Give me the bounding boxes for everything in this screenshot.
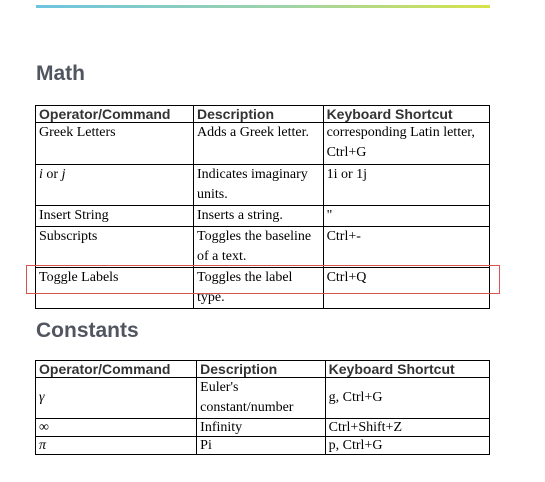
constants-shortcuts-table [35,360,490,455]
operator-cell [36,378,197,419]
table-row [36,206,490,227]
table-row [36,378,490,419]
description-cell: Indicates imaginary units. [194,165,324,206]
table-row [36,227,490,268]
constants-heading: Constants [36,319,139,342]
operator-cell: Toggle Labels [36,268,194,309]
column-header-description: Description [197,361,326,378]
operator-cell: Insert String [36,206,194,227]
description-cell: Pi [197,437,326,455]
description-cell: Toggles the baseline of a text. [194,227,324,268]
shortcut-cell: 1i or 1j [323,165,489,206]
math-heading: Math [36,62,85,85]
operator-cell [36,165,194,206]
column-header-operator: Operator/Command [36,106,194,123]
table-row [36,123,490,165]
operator-cell: Greek Letters [36,123,194,165]
table-header-row [36,361,490,378]
operator-or: or [42,167,62,182]
column-header-shortcut: Keyboard Shortcut [323,106,489,123]
column-header-shortcut: Keyboard Shortcut [325,361,489,378]
table-row [36,419,490,437]
shortcut-cell: Ctrl+Q [323,268,489,309]
description-cell: Toggles the label type. [194,268,324,309]
gamma-symbol: γ [39,390,45,405]
operator-cell: ∞ [36,419,197,437]
shortcut-cell: Ctrl+- [323,227,489,268]
operator-cell: Subscripts [36,227,194,268]
shortcut-cell: p, Ctrl+G [325,437,489,455]
operator-cell [36,437,197,455]
description-cell: Infinity [197,419,326,437]
operator-j: j [61,167,66,182]
shortcut-cell: g, Ctrl+G [325,378,489,419]
description-cell: Adds a Greek letter. [194,123,324,165]
pi-symbol: π [39,438,47,453]
highlight-box [26,265,500,294]
column-header-description: Description [194,106,324,123]
table-row [36,165,490,206]
column-header-operator: Operator/Command [36,361,197,378]
table-header-row [36,106,490,123]
shortcut-cell: Ctrl+Shift+Z [325,419,489,437]
operator-i: i [39,167,43,182]
shortcut-cell: " [323,206,489,227]
description-cell: Euler's constant/number [197,378,326,419]
table-row [36,437,490,455]
top-gradient-rule [36,5,490,8]
description-cell: Inserts a string. [194,206,324,227]
shortcut-cell: corresponding Latin letter, Ctrl+G [323,123,489,165]
